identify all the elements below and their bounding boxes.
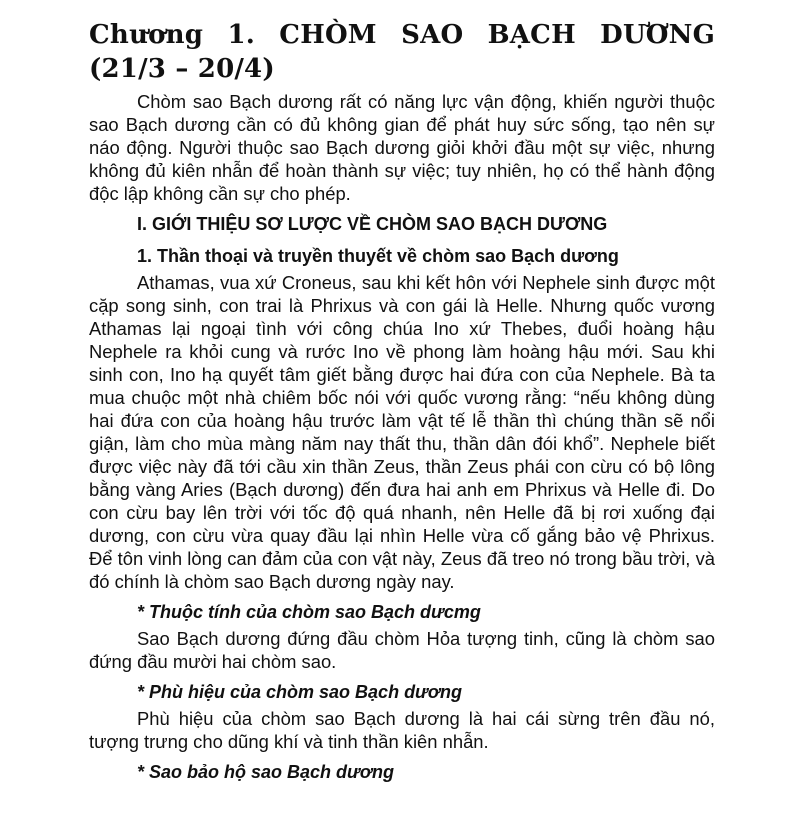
myth-paragraph: Athamas, vua xứ Croneus, sau khi kết hôn với Nephele sinh được một cặp song sinh, con trai là Phrixus và con gái là Helle. Nhưng quốc vương Athamas lại ngoại tình với công chúa Ino xứ Thebes, đuổi hoàng hậu Nephele ra khỏi cung và rước Ino về phong làm hoàng hậu mới. Sau khi sinh con, Ino hạ quyết tâm giết bằng được hai đứa con của Nephele. Bà ta mua chuộc một nhà chiêm bốc nói với quốc vương rằng: “nếu không dùng hai đứa con của hoàng hậu trước làm vật tế lễ thần thì chúng thần sẽ nổi giận, làm cho mùa màng năm nay thất thu, thần dân đói khổ”. Nephele biết được việc này đã tới cầu xin thần Zeus, thần Zeus phái con cừu có bộ lông bằng vàng Aries (Bạch dương) đến đưa hai anh em Phrixus và Helle đi. Do con cừu bay lên trời với tốc độ quá nhanh, nên Helle đã bị rơi xuống đại dương, con cừu vừa quay đầu lại nhìn Helle vừa cố gắng bảo vệ Phrixus. Để tôn vinh lòng can đảm của con vật này, Zeus đã treo nó trong bầu trời, và đó chính là chòm sao Bạch dương ngày nay. — [89, 272, 715, 592]
emblem-paragraph: Phù hiệu của chòm sao Bạch dương là hai cái sừng trên đầu nó, tượng trưng cho dũng khí và tinh thần kiên nhẫn. — [89, 708, 715, 752]
emblem-heading: * Phù hiệu của chòm sao Bạch dương — [137, 682, 462, 702]
attribute-heading: * Thuộc tính của chòm sao Bạch dưcmg — [137, 602, 481, 622]
section-heading: I. GIỚI THIỆU SƠ LƯỢC VỀ CHÒM SAO BẠCH DƯƠNG — [137, 214, 608, 234]
chapter-title: Chương 1. CHÒM SAO BẠCH DƯƠNG (21/3 – 20/4) — [89, 20, 715, 84]
document-page — [89, 18, 715, 787]
intro-paragraph: Chòm sao Bạch dương rất có năng lực vận động, khiến người thuộc sao Bạch dương cần có đủ không gian để phát huy sức sống, tạo nên sự náo động. Người thuộc sao Bạch dương giỏi khởi đầu một sự việc, nhưng không đủ kiên nhẫn để hoàn thành sự việc; tuy nhiên, họ có thể hành động độc lập không cần sự cho phép. — [89, 91, 715, 204]
subsection-heading-myth: 1. Thần thoại và truyền thuyết về chòm sao Bạch dương — [137, 246, 619, 266]
guardian-heading: * Sao bảo hộ sao Bạch dương — [137, 762, 394, 782]
attribute-paragraph: Sao Bạch dương đứng đầu chòm Hỏa tượng tinh, cũng là chòm sao đứng đầu mười hai chòm sao. — [89, 628, 715, 672]
